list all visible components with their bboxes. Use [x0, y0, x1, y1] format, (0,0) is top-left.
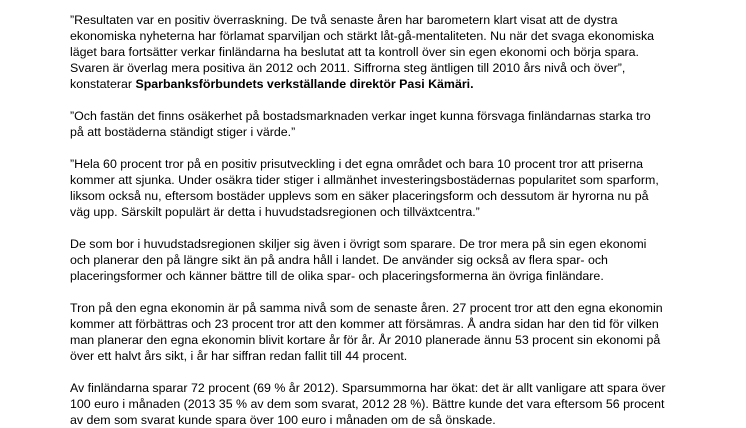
text-line: liksom också nu, eftersom bostäder upplevs som en säker placeringsform och dessutom är hyrorna nu på [70, 189, 649, 203]
paragraph-quote-housing [70, 108, 690, 140]
text-line: läget bara fortsätter verkar finländarna ha beslutat att ta kontroll över sin egen ekonomi och börja spara. [70, 45, 639, 59]
paragraph-quote-prices [70, 156, 690, 220]
document-body [70, 12, 690, 428]
text-line: väg upp. Särskilt populärt är detta i huvudstadsregionen och tillväxtcentra.” [70, 205, 480, 219]
text-line: ”Hela 60 procent tror på en positiv prisutveckling i det egna området och bara 10 procent tror att priserna [70, 157, 644, 171]
text-line: Av finländarna sparar 72 procent (69 % år 2012). Sparsummorna har ökat: det är allt vanligare att spara över [70, 381, 666, 395]
attribution-prefix: konstaterar [70, 77, 136, 91]
text-line: på att bostäderna ständigt stiger i värde.” [70, 125, 296, 139]
text-line: ekonomiska nyheterna har förlamat sparviljan och stärkt låt-gå-mentaliteten. Nu när det svaga ekonomiska [70, 29, 655, 43]
attribution-name: Sparbanksförbundets verkställande direktör Pasi Kämäri. [135, 77, 474, 91]
text-line: placeringsformer och känner bättre till de olika spar- och placeringsformerna än övriga finländare. [70, 269, 604, 283]
text-line: ”Och fastän det finns osäkerhet på bostadsmarknaden verkar inget kunna försvaga finländarnas starka tro [70, 109, 651, 123]
paragraph-capital-region [70, 236, 690, 284]
text-line: av dem som svarat kunde spara över 100 euro i månaden om de så önskade. [70, 413, 496, 427]
text-line: över ett halvt års sikt, i år har siffran redan fallit till 44 procent. [70, 349, 408, 363]
paragraph-savings [70, 380, 690, 428]
paragraph-quote-results [70, 12, 690, 92]
text-line: Tron på den egna ekonomin är på samma nivå som de senaste åren. 27 procent tror att den egna ekonomin [70, 301, 663, 315]
text-line: kommer att sjunka. Under osäkra tider stiger i allmänhet investeringsbostädernas popularitet som sparform, [70, 173, 659, 187]
text-line: 100 euro i månaden (2013 35 % av dem som svarat, 2012 28 %). Bättre kunde det vara eftersom 56 procent [70, 397, 665, 411]
text-line: Svaren är överlag mera positiva än 2012 och 2011. Siffrorna steg äntligen till 2010 års nivå och över”, [70, 61, 626, 75]
text-line: ”Resultaten var en positiv överraskning. De två senaste åren har barometern klart visat att de dystra [70, 13, 618, 27]
text-line: man planerar den egna ekonomin blivit kortare år för år. År 2010 planerade ännu 53 procent sin ekonomi på [70, 333, 661, 347]
paragraph-own-economy [70, 300, 690, 364]
text-line: De som bor i huvudstadsregionen skiljer sig även i övrigt som sparare. De tror mera på sin egen ekonomi [70, 237, 647, 251]
text-line: kommer att förbättras och 23 procent tror att den kommer att försämras. Å andra sidan har den tid för vilken [70, 317, 659, 331]
text-line: och planerar den på längre sikt än på andra håll i landet. De använder sig också av flera spar- och [70, 253, 608, 267]
attribution-line [70, 76, 690, 92]
